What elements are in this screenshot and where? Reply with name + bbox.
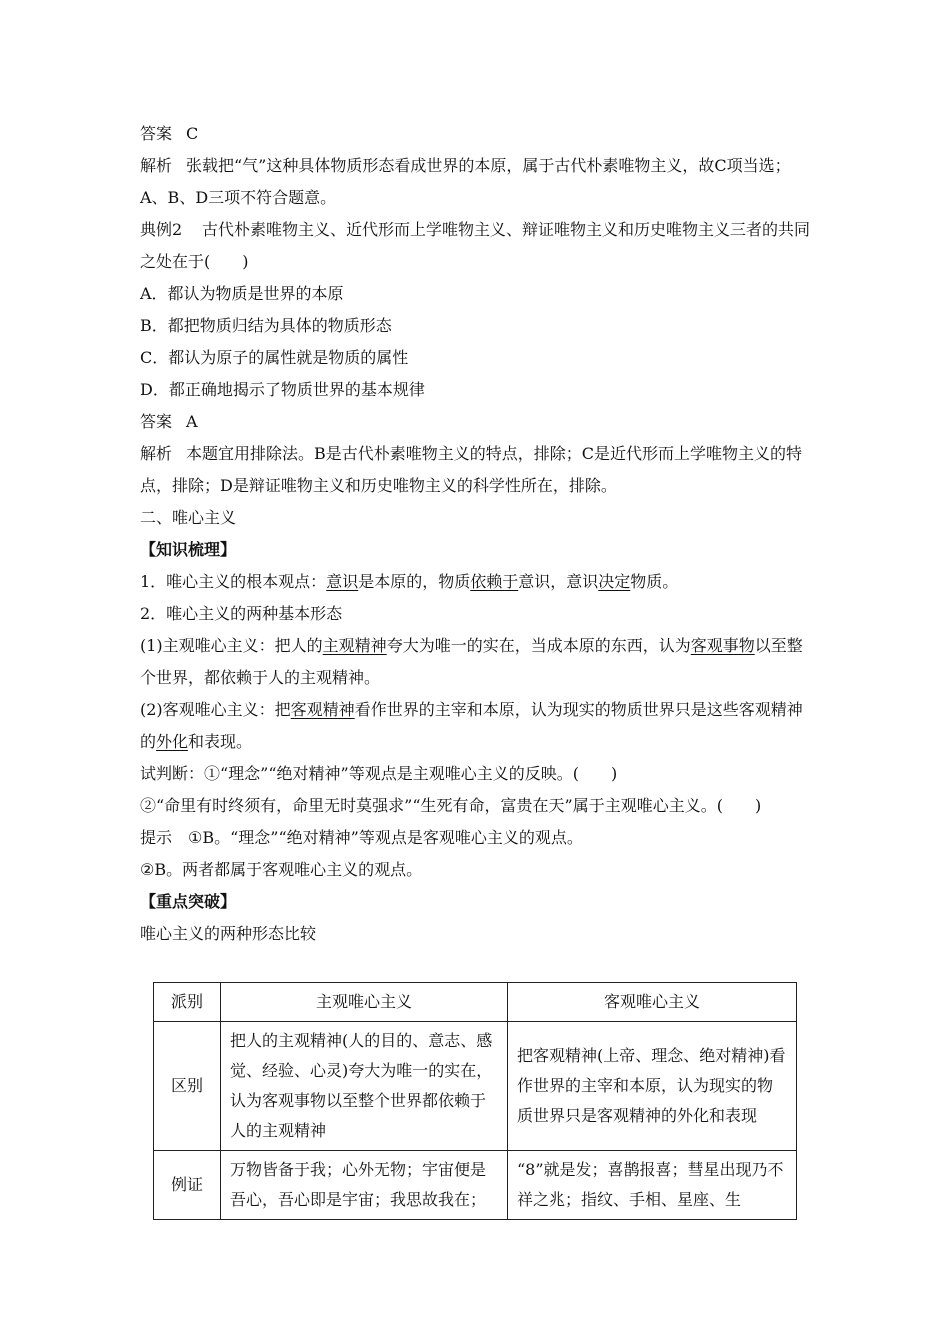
- answer-label: 答案: [140, 124, 173, 143]
- answer-value: C: [186, 124, 199, 143]
- hint-1: [140, 822, 810, 854]
- subpoint-2: [140, 694, 810, 758]
- hint-label: 提示: [140, 828, 173, 847]
- analysis-label: 解析: [140, 444, 173, 463]
- blank-answer: 意识: [326, 572, 359, 591]
- answer-value: A: [186, 412, 198, 431]
- comparison-table: [153, 982, 797, 1220]
- option-a: A．都认为物质是世界的本原: [140, 284, 344, 303]
- answer-label: 答案: [140, 412, 173, 431]
- blank-answer: 外化: [156, 732, 189, 751]
- table-cell: 万物皆备于我；心外无物；宇宙便是吾心，吾心即是宇宙；我思故我在；: [221, 1151, 508, 1220]
- hint-text: ①B。“理念”“绝对精神”等观点是客观唯心主义的观点。: [188, 828, 583, 847]
- subpoint-1: [140, 630, 810, 694]
- analysis-text: 张载把“气”这种具体物质形态看成世界的本原，属于古代朴素唯物主义，故C项当选；A、B、D三项不符合题意。: [140, 156, 791, 207]
- text-span: 夸大为唯一的实在，当成本原的东西，认为: [386, 636, 691, 655]
- table-row: [154, 1151, 797, 1220]
- content-body: [140, 118, 810, 950]
- knowledge-heading: 【知识梳理】: [140, 540, 237, 559]
- text-span: 以至整个世界，都依赖于人的主观精神。: [140, 636, 803, 687]
- header-cell: 派别: [154, 983, 221, 1022]
- example-question: 古代朴素唯物主义、近代形而上学唯物主义、辩证唯物主义和历史唯物主义三者的共同之处在于( ): [140, 220, 811, 271]
- table-cell: 把人的主观精神(人的目的、意志、感觉、经验、心灵)夸大为唯一的实在，认为客观事物以至整个世界都依赖于人的主观精神: [221, 1022, 508, 1151]
- focus-heading: 【重点突破】: [140, 892, 237, 911]
- option-c: C．都认为原子的属性就是物质的属性: [140, 348, 409, 367]
- option-d: D．都正确地揭示了物质世界的基本规律: [140, 380, 425, 399]
- point-1: [140, 566, 810, 598]
- hint-2: ②B。两者都属于客观唯心主义的观点。: [140, 860, 423, 879]
- text-span: 和表现。: [188, 732, 253, 751]
- blank-answer: 主观精神: [322, 636, 387, 655]
- judge-2: ②“命里有时终须有，命里无时莫强求”“生死有命，富贵在天”属于主观唯心主义。( ): [140, 796, 762, 815]
- blank-answer: 决定: [598, 572, 631, 591]
- blank-answer: 客观事物: [690, 636, 755, 655]
- point-2: 2．唯心主义的两种基本形态: [140, 604, 343, 623]
- example-2: [140, 214, 810, 278]
- table-header-row: [154, 983, 797, 1022]
- table-cell: “8”就是发；喜鹊报喜；彗星出现乃不祥之兆；指纹、手相、星座、生: [508, 1151, 797, 1220]
- table-cell: 把客观精神(上帝、理念、绝对精神)看作世界的主宰和本原，认为现实的物质世界只是客观精神的外化和表现: [508, 1022, 797, 1151]
- row-label: 区别: [154, 1022, 221, 1151]
- header-cell: 主观唯心主义: [221, 983, 508, 1022]
- text-span: 意识，意识: [518, 572, 599, 591]
- row-label: 例证: [154, 1151, 221, 1220]
- text-span: (1)主观唯心主义：把人的: [140, 636, 323, 655]
- option-b: B．都把物质归结为具体的物质形态: [140, 316, 392, 335]
- blank-answer: 依赖于: [470, 572, 519, 591]
- answer-2: [140, 406, 810, 438]
- header-cell: 客观唯心主义: [508, 983, 797, 1022]
- text-span: 看作世界的主宰和本原，认为现实的物质世界只是这些客观精神的: [140, 700, 803, 751]
- table-caption: 唯心主义的两种形态比较: [140, 924, 317, 943]
- text-span: 1．唯心主义的根本观点：: [140, 572, 327, 591]
- table-row: [154, 1022, 797, 1151]
- blank-answer: 客观精神: [290, 700, 355, 719]
- text-span: (2)客观唯心主义：把: [140, 700, 291, 719]
- text-span: 是本原的，物质: [358, 572, 471, 591]
- answer-1: [140, 118, 810, 150]
- analysis-2: [140, 438, 810, 502]
- analysis-label: 解析: [140, 156, 173, 175]
- section-heading: 二、唯心主义: [140, 508, 237, 527]
- analysis-1: [140, 150, 810, 214]
- text-span: 物质。: [630, 572, 679, 591]
- analysis-text: 本题宜用排除法。B是古代朴素唯物主义的特点，排除；C是近代形而上学唯物主义的特点，排除；D是辩证唯物主义和历史唯物主义的科学性所在，排除。: [140, 444, 803, 495]
- example-label: 典例2: [140, 220, 183, 239]
- judge-1: 试判断：①“理念”“绝对精神”等观点是主观唯心主义的反映。( ): [140, 764, 618, 783]
